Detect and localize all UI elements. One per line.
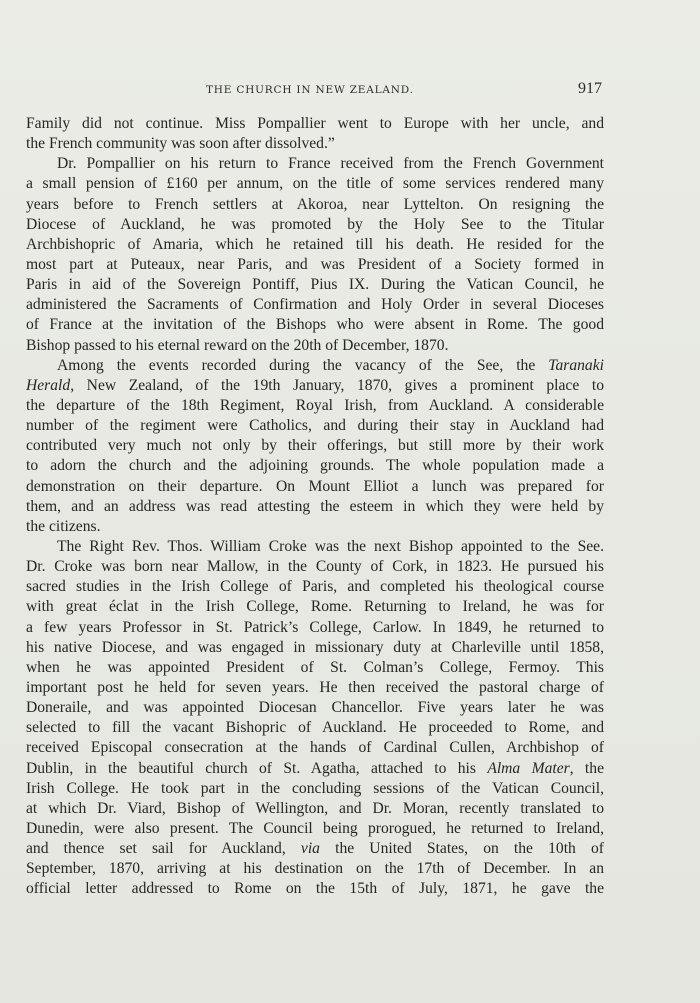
italic-newspaper-title-cont: Herald (26, 376, 71, 394)
page-number: 917 (578, 80, 602, 97)
body-text (26, 114, 604, 899)
text-line: Doneraile, and was appointed Diocesan Chancellor. Five years later he was (26, 699, 604, 717)
text-line-part: the United States, on the 10th of (319, 840, 604, 858)
text-line: the citizens. (26, 517, 101, 535)
text-line: contributed very much not only by their offerings, but still more by their work (26, 437, 604, 455)
text-line: received Episcopal consecration at the hands of Cardinal Cullen, Archbishop of (26, 739, 604, 757)
text-line (26, 759, 604, 779)
text-line-part: , New Zealand, of the 19th January, 1870, gives a prominent place to (70, 376, 604, 394)
text-line: of France at the invitation of the Bishops who were absent in Rome. The good (26, 316, 604, 334)
text-line: the French community was soon after dissolved.” (26, 135, 335, 153)
text-line: September, 1870, arriving at his destination on the 17th of December. In an (26, 860, 604, 878)
text-line: a small pension of £160 per annum, on the title of some services rendered many (26, 175, 604, 193)
text-line: with great éclat in the Irish College, Rome. Returning to Ireland, he was for (26, 598, 604, 616)
text-line: Bishop passed to his eternal reward on the 20th of December, 1870. (26, 336, 449, 354)
text-line (26, 356, 604, 376)
text-line: when he was appointed President of St. Colman’s College, Fermoy. This (26, 658, 604, 676)
running-title: THE CHURCH IN NEW ZEALAND. (206, 84, 414, 96)
text-line: important post he held for seven years. He then received the pastoral charge of (26, 678, 604, 696)
text-line: sacred studies in the Irish College of Paris, and completed his theological course (26, 578, 604, 596)
text-line-part: , the (569, 759, 604, 777)
text-line: Dunedin, were also present. The Council being prorogued, he returned to Ireland, (26, 819, 604, 837)
italic-via: via (300, 840, 320, 858)
text-line: administered the Sacraments of Confirmation and Holy Order in several Dioceses (26, 296, 604, 314)
text-line: the departure of the 18th Regiment, Royal Irish, from Auckland. A considerable (26, 396, 604, 414)
italic-alma-mater: Alma Mater (487, 759, 570, 777)
text-line: Dr. Croke was born near Mallow, in the County of Cork, in 1823. He pursued his (26, 558, 604, 576)
text-line-part: Among the events recorded during the vacancy of the See, the (57, 356, 549, 374)
text-line: number of the regiment were Catholics, and during their stay in Auckland had (26, 417, 604, 435)
italic-newspaper-title: Taranaki (548, 356, 604, 374)
text-line: The Right Rev. Thos. William Croke was the next Bishop appointed to the See. (57, 537, 604, 555)
text-line: official letter addressed to Rome on the 15th of July, 1871, he gave the (26, 880, 604, 898)
text-line (26, 376, 604, 396)
text-line: demonstration on their departure. On Mount Elliot a lunch was prepared for (26, 477, 604, 495)
text-line: a few years Professor in St. Patrick’s College, Carlow. In 1849, he returned to (26, 618, 604, 636)
text-line: most part at Puteaux, near Paris, and was President of a Society formed in (26, 255, 604, 273)
text-line: Paris in aid of the Sovereign Pontiff, Pius IX. During the Vatican Council, he (26, 276, 604, 294)
text-line: years before to French settlers at Akoroa, near Lyttelton. On resigning the (26, 195, 604, 213)
text-line: to adorn the church and the adjoining grounds. The whole population made a (26, 457, 604, 475)
text-line: Archbishopric of Amaria, which he retained till his death. He resided for the (26, 235, 604, 253)
text-line-part: and thence set sail for Auckland, (26, 840, 301, 858)
text-line: his native Diocese, and was engaged in missionary duty at Charleville until 1858, (26, 638, 604, 656)
text-line-part: Dublin, in the beautiful church of St. Agatha, attached to his (26, 759, 488, 777)
text-line: selected to fill the vacant Bishopric of Auckland. He proceeded to Rome, and (26, 719, 604, 737)
text-line: Diocese of Auckland, he was promoted by the Holy See to the Titular (26, 215, 604, 233)
running-head (0, 80, 700, 102)
text-line: at which Dr. Viard, Bishop of Wellington, and Dr. Moran, recently translated to (26, 799, 604, 817)
text-line (26, 839, 604, 859)
text-line: Irish College. He took part in the concluding sessions of the Vatican Council, (26, 779, 604, 797)
text-line: Dr. Pompallier on his return to France received from the French Government (57, 155, 604, 173)
text-line: Family did not continue. Miss Pompallier went to Europe with her uncle, and (26, 115, 604, 132)
text-line: them, and an address was read attesting the esteem in which they were held by (26, 497, 604, 515)
